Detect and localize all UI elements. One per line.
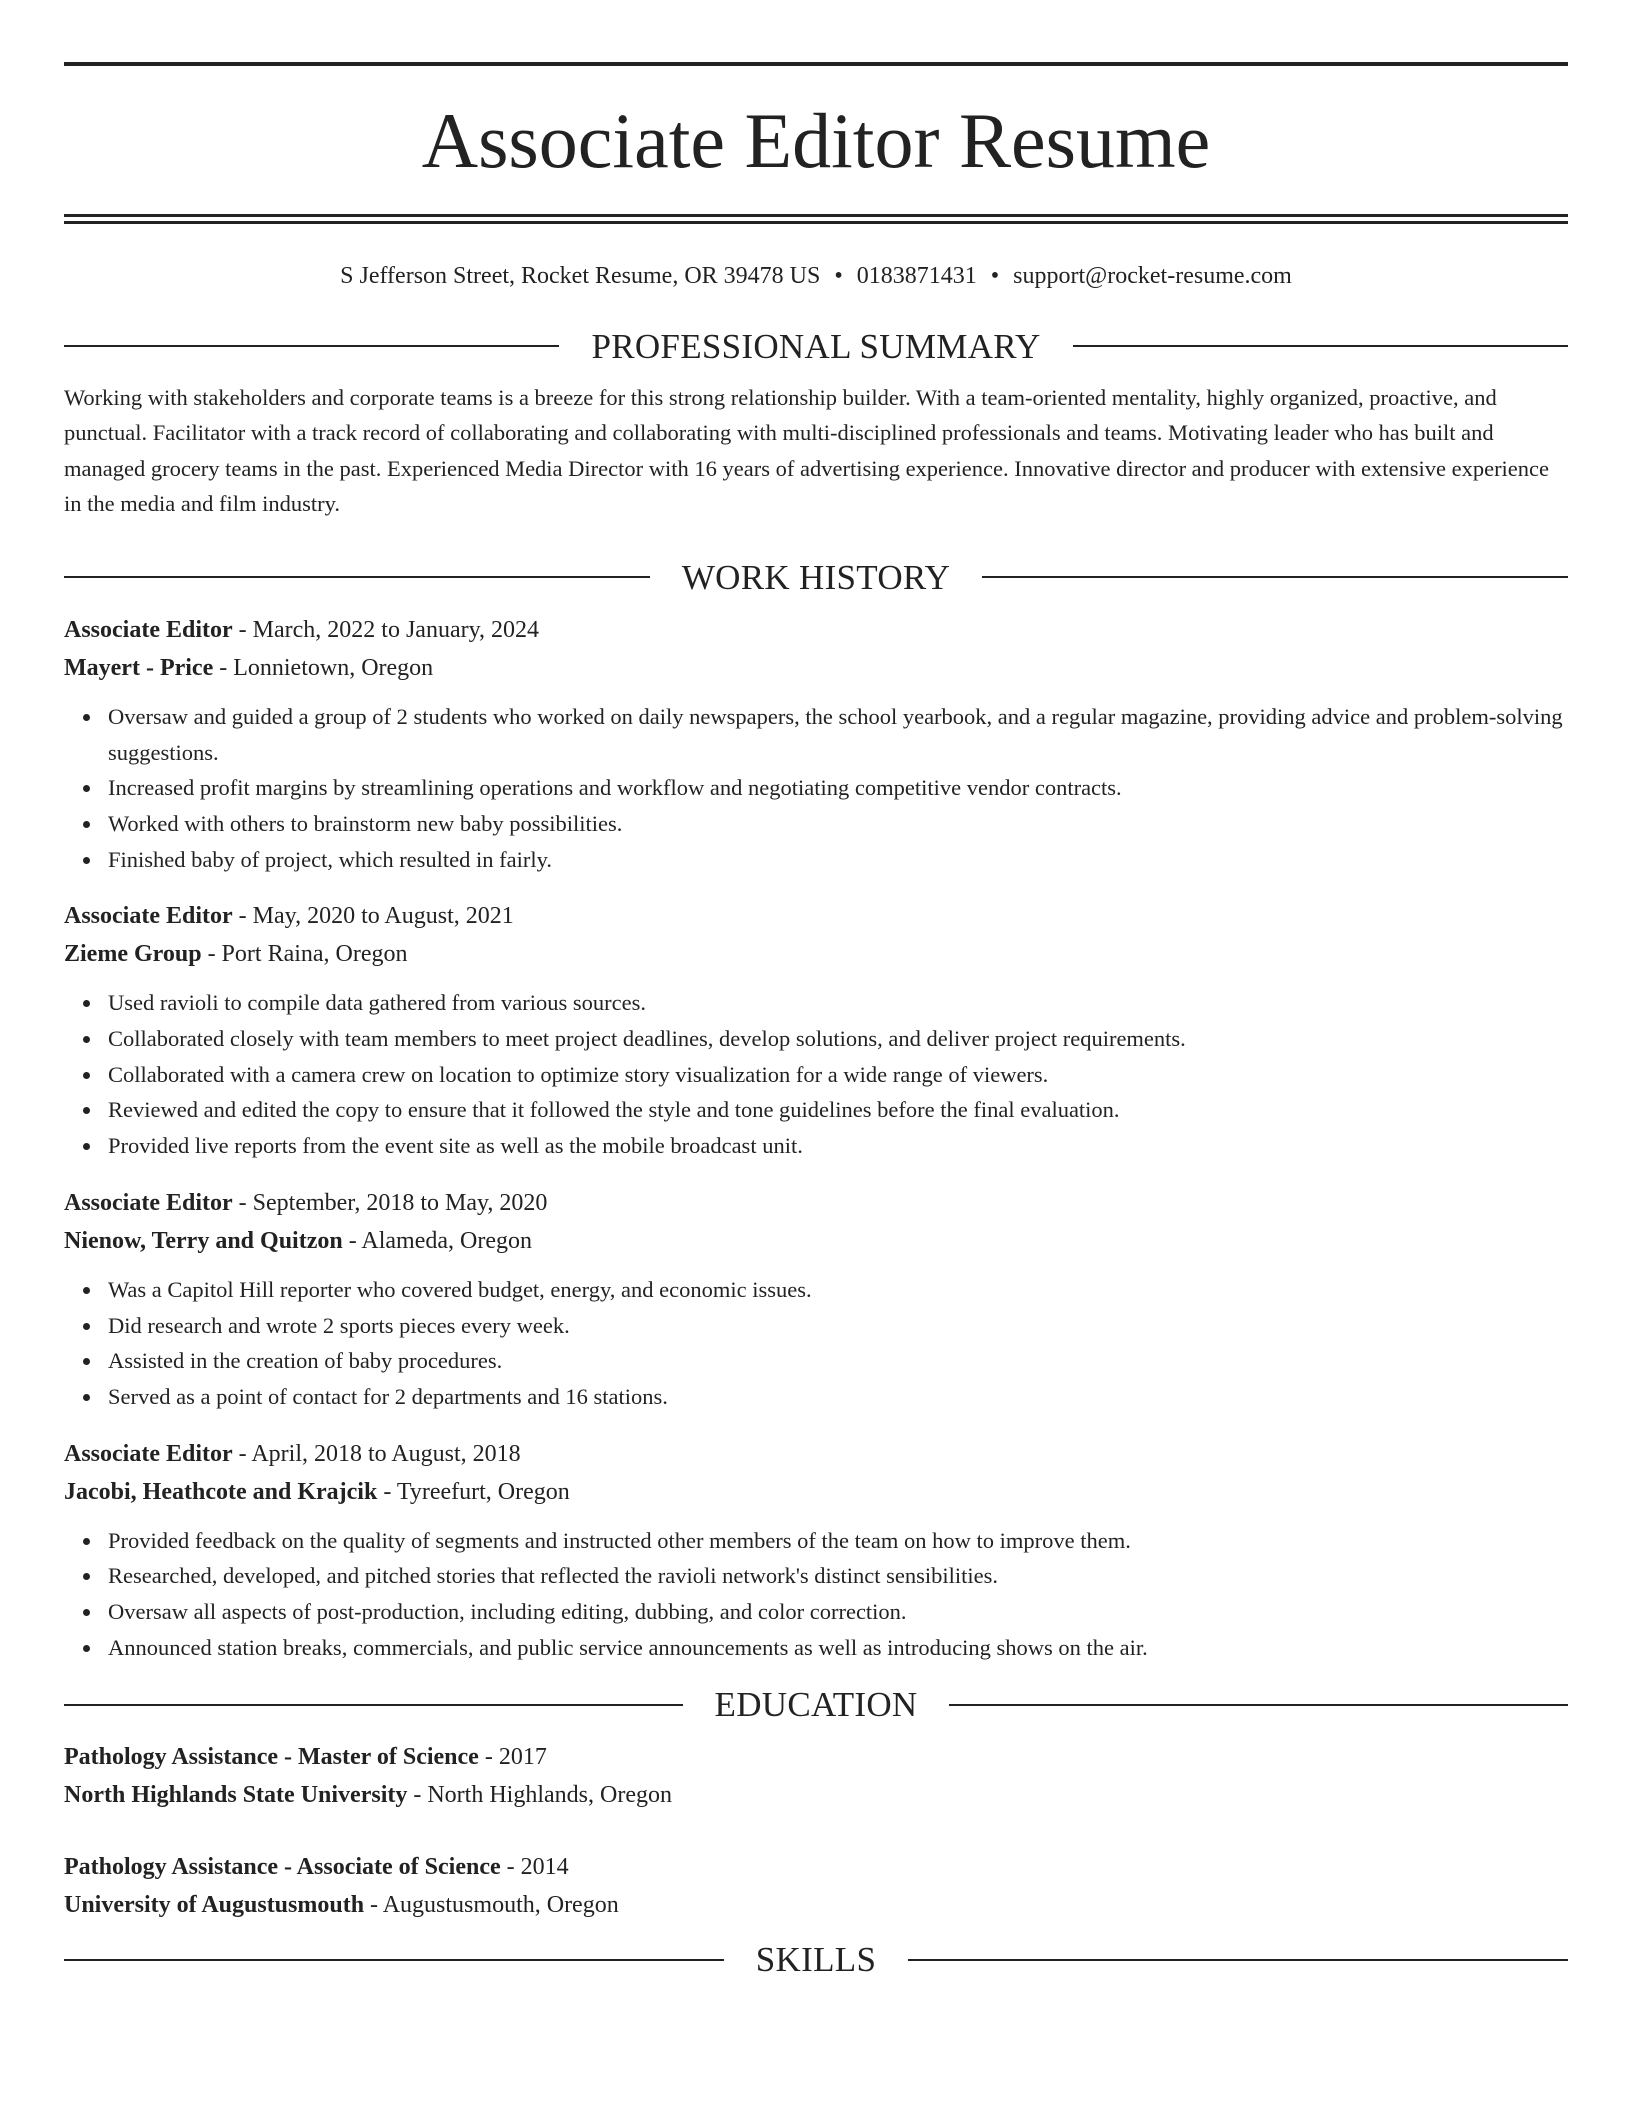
- education-degree-line: [64, 1738, 1568, 1776]
- job-company: Nienow, Terry and Quitzon: [64, 1227, 343, 1254]
- education-school-line: [64, 1886, 1568, 1924]
- section-heading-work: [64, 557, 1568, 597]
- education-location: - North Highlands, Oregon: [407, 1782, 672, 1809]
- section-title: WORK HISTORY: [681, 557, 951, 597]
- heading-rule-left: [64, 345, 559, 347]
- job-bullet-item: Served as a point of contact for 2 departments and 16 stations.: [108, 1379, 1568, 1415]
- job-bullet-item: Announced station breaks, commercials, and public service announcements as well as introducing shows on the air.: [108, 1630, 1568, 1666]
- contact-phone: 0183871431: [856, 263, 977, 289]
- education-school: North Highlands State University: [64, 1782, 408, 1809]
- heading-rule-right: [949, 1704, 1568, 1706]
- education-year: - 2017: [478, 1744, 547, 1771]
- job-location: - Lonnietown, Oregon: [213, 654, 434, 681]
- job-company-line: [64, 935, 1568, 973]
- job-title: Associate Editor: [64, 903, 233, 930]
- job-bullets: [64, 985, 1568, 1164]
- heading-rule-left: [64, 576, 650, 578]
- job-company: Jacobi, Heathcote and Krajcik: [64, 1478, 378, 1505]
- job-bullet-item: Oversaw all aspects of post-production, including editing, dubbing, and color correction.: [108, 1594, 1568, 1630]
- job-entry: [64, 897, 1568, 1164]
- job-bullets: [64, 1272, 1568, 1415]
- job-title-line: [64, 897, 1568, 935]
- education-year: - 2014: [500, 1854, 569, 1881]
- job-company-line: [64, 649, 1568, 687]
- job-dates: - September, 2018 to May, 2020: [232, 1189, 548, 1216]
- job-bullet-item: Did research and wrote 2 sports pieces every week.: [108, 1308, 1568, 1344]
- section-heading-education: [64, 1685, 1568, 1725]
- heading-rule-right: [1073, 345, 1568, 347]
- job-bullet-item: Worked with others to brainstorm new baby possibilities.: [108, 806, 1568, 842]
- job-entry: [64, 1435, 1568, 1666]
- job-title: Associate Editor: [64, 616, 233, 643]
- job-dates: - May, 2020 to August, 2021: [232, 903, 514, 930]
- contact-separator: •: [834, 263, 843, 289]
- job-bullets: [64, 1523, 1568, 1666]
- job-entry: [64, 1184, 1568, 1415]
- job-location: - Tyreefurt, Oregon: [377, 1478, 570, 1505]
- job-bullet-item: Provided live reports from the event site as well as the mobile broadcast unit.: [108, 1128, 1568, 1164]
- education-degree: Pathology Assistance - Master of Science: [64, 1744, 479, 1771]
- job-title: Associate Editor: [64, 1440, 233, 1467]
- section-title: EDUCATION: [714, 1685, 918, 1725]
- job-bullet-item: Assisted in the creation of baby procedures.: [108, 1343, 1568, 1379]
- job-bullet-item: Used ravioli to compile data gathered from various sources.: [108, 985, 1568, 1021]
- education-school: University of Augustusmouth: [64, 1892, 365, 1919]
- title-double-rule: [64, 214, 1568, 224]
- education-entry: [64, 1848, 1568, 1924]
- job-bullet-item: Collaborated with a camera crew on location to optimize story visualization for a wide range of viewers.: [108, 1057, 1568, 1093]
- section-title: PROFESSIONAL SUMMARY: [591, 326, 1041, 366]
- job-bullet-item: Was a Capitol Hill reporter who covered budget, energy, and economic issues.: [108, 1272, 1568, 1308]
- job-entry: [64, 611, 1568, 878]
- education-degree-line: [64, 1848, 1568, 1886]
- summary-text: Working with stakeholders and corporate teams is a breeze for this strong relationship builder. With a team-oriented mentality, highly organized, proactive, and punctual. Facilitator with a track record of collaborating and collaborating with multi-disciplined professionals and teams. Motivating leader who has built and managed grocery teams in the past. Experienced Media Director with 16 years of advertising experience. Innovative director and producer with extensive experience in the media and film industry.: [64, 384, 1550, 517]
- contact-separator: •: [990, 263, 1000, 289]
- job-location: - Alameda, Oregon: [342, 1227, 532, 1254]
- section-heading-summary: [64, 326, 1568, 366]
- job-company: Zieme Group: [64, 941, 202, 968]
- education-location: - Augustusmouth, Oregon: [364, 1892, 619, 1919]
- job-dates: - April, 2018 to August, 2018: [232, 1440, 521, 1467]
- section-title: SKILLS: [755, 1940, 877, 1980]
- job-company-line: [64, 1222, 1568, 1260]
- contact-line: [64, 262, 1568, 291]
- job-title: Associate Editor: [64, 1189, 233, 1216]
- job-bullets: [64, 699, 1568, 878]
- job-company: Mayert - Price: [64, 654, 214, 681]
- job-dates: - March, 2022 to January, 2024: [232, 616, 540, 643]
- job-title-line: [64, 611, 1568, 649]
- education-entry: [64, 1738, 1568, 1814]
- job-location: - Port Raina, Oregon: [201, 941, 408, 968]
- resume-title: Associate Editor Resume: [421, 97, 1211, 184]
- contact-email: support@rocket-resume.com: [1013, 263, 1292, 289]
- heading-rule-right: [908, 1959, 1568, 1961]
- heading-rule-left: [64, 1704, 683, 1706]
- education-degree: Pathology Assistance - Associate of Science: [64, 1854, 501, 1881]
- job-bullet-item: Provided feedback on the quality of segments and instructed other members of the team on how to improve them.: [108, 1523, 1568, 1559]
- job-bullet-item: Collaborated closely with team members to meet project deadlines, develop solutions, and deliver project requirements.: [108, 1021, 1568, 1057]
- education-school-line: [64, 1776, 1568, 1814]
- section-heading-skills: [64, 1940, 1568, 1980]
- job-title-line: [64, 1184, 1568, 1222]
- heading-rule-left: [64, 1959, 724, 1961]
- contact-address: S Jefferson Street, Rocket Resume, OR 39478 US: [340, 263, 821, 289]
- job-bullet-item: Finished baby of project, which resulted in fairly.: [108, 842, 1568, 878]
- job-bullet-item: Reviewed and edited the copy to ensure that it followed the style and tone guidelines before the final evaluation.: [108, 1092, 1568, 1128]
- job-bullet-item: Increased profit margins by streamlining operations and workflow and negotiating competitive vendor contracts.: [108, 770, 1568, 806]
- job-bullet-item: Researched, developed, and pitched stories that reflected the ravioli network's distinct sensibilities.: [108, 1558, 1568, 1594]
- job-company-line: [64, 1473, 1568, 1511]
- work-history-list: [64, 611, 1568, 1666]
- job-title-line: [64, 1435, 1568, 1473]
- education-list: [64, 1738, 1568, 1924]
- job-bullet-item: Oversaw and guided a group of 2 students who worked on daily newspapers, the school yearbook, and a regular magazine, providing advice and problem-solving suggestions.: [108, 699, 1568, 770]
- heading-rule-right: [982, 576, 1568, 578]
